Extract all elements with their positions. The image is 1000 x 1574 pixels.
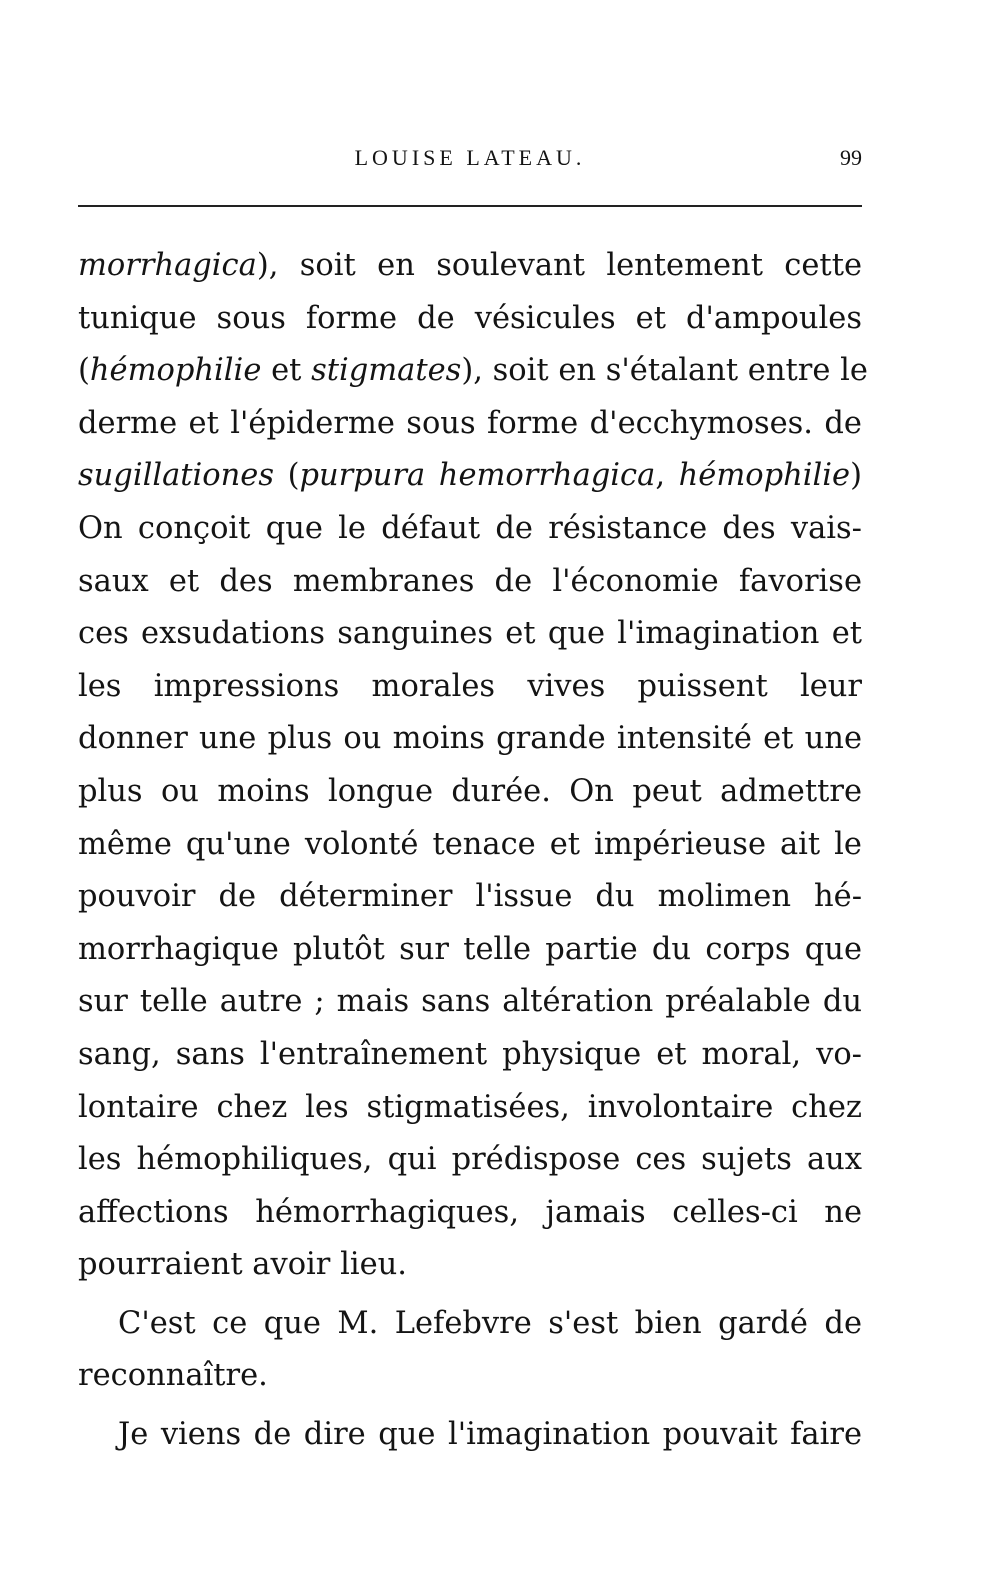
italic-term: hémophilie <box>89 353 262 389</box>
text-line: derme et l'épiderme sous forme d'ecchymoses. de <box>78 405 862 441</box>
text-line: même qu'une volonté tenace et impérieuse ait le <box>78 826 862 862</box>
italic-term: sugillationes <box>78 458 274 494</box>
text-line: affections hémorrhagiques, jamais celles-ci ne <box>78 1194 862 1230</box>
text-line: donner une plus ou moins grande intensité et une <box>78 721 862 757</box>
text-line: sang, sans l'entraînement physique et moral, vo- <box>78 1036 862 1072</box>
text-line: sur telle autre ; mais sans altération préalable du <box>78 984 862 1020</box>
header-rule <box>78 205 862 207</box>
text-line: lontaire chez les stigmatisées, involontaire chez <box>78 1089 862 1125</box>
italic-term: morrhagica <box>78 248 257 283</box>
italic-term: stigmates <box>311 353 462 389</box>
text-line: morrhagica), soit en soulevant lentement cette <box>78 248 862 283</box>
text-line: On conçoit que le défaut de résistance des vais- <box>78 510 862 546</box>
text-line: plus ou moins longue durée. On peut admettre <box>78 773 862 809</box>
body-text <box>78 240 868 1462</box>
running-header <box>78 143 862 173</box>
text-line: pouvoir de déterminer l'issue du molimen hé- <box>78 879 862 915</box>
page-number: 99 <box>840 145 862 170</box>
text-line: pourraient avoir lieu. <box>78 1247 407 1283</box>
text-line: reconnaître. <box>78 1358 268 1394</box>
paragraph-start-line: C'est ce que M. Lefebvre s'est bien gardé de <box>118 1305 862 1341</box>
text-line: ces exsudations sanguines et que l'imagination et <box>78 616 862 652</box>
italic-term: purpura hemorrhagica <box>299 458 656 494</box>
text-line: les hémophiliques, qui prédispose ces sujets aux <box>78 1142 862 1178</box>
running-title: LOUISE LATEAU. <box>354 145 586 170</box>
text-line: tunique sous forme de vésicules et d'ampoules <box>78 300 862 336</box>
text-line: sugillationes (purpura hemorrhagica, hémophilie) <box>78 458 862 494</box>
text-line: morrhagique plutôt sur telle partie du corps que <box>78 931 862 967</box>
text-line: (hémophilie et stigmates), soit en s'étalant entre le <box>78 353 868 389</box>
text-line: saux et des membranes de l'économie favorise <box>78 563 862 599</box>
text-line: les impressions morales vives puissent leur <box>78 668 862 704</box>
paragraph-start-line: Je viens de dire que l'imagination pouvait faire <box>118 1417 862 1453</box>
italic-term: hémophilie <box>678 458 851 494</box>
